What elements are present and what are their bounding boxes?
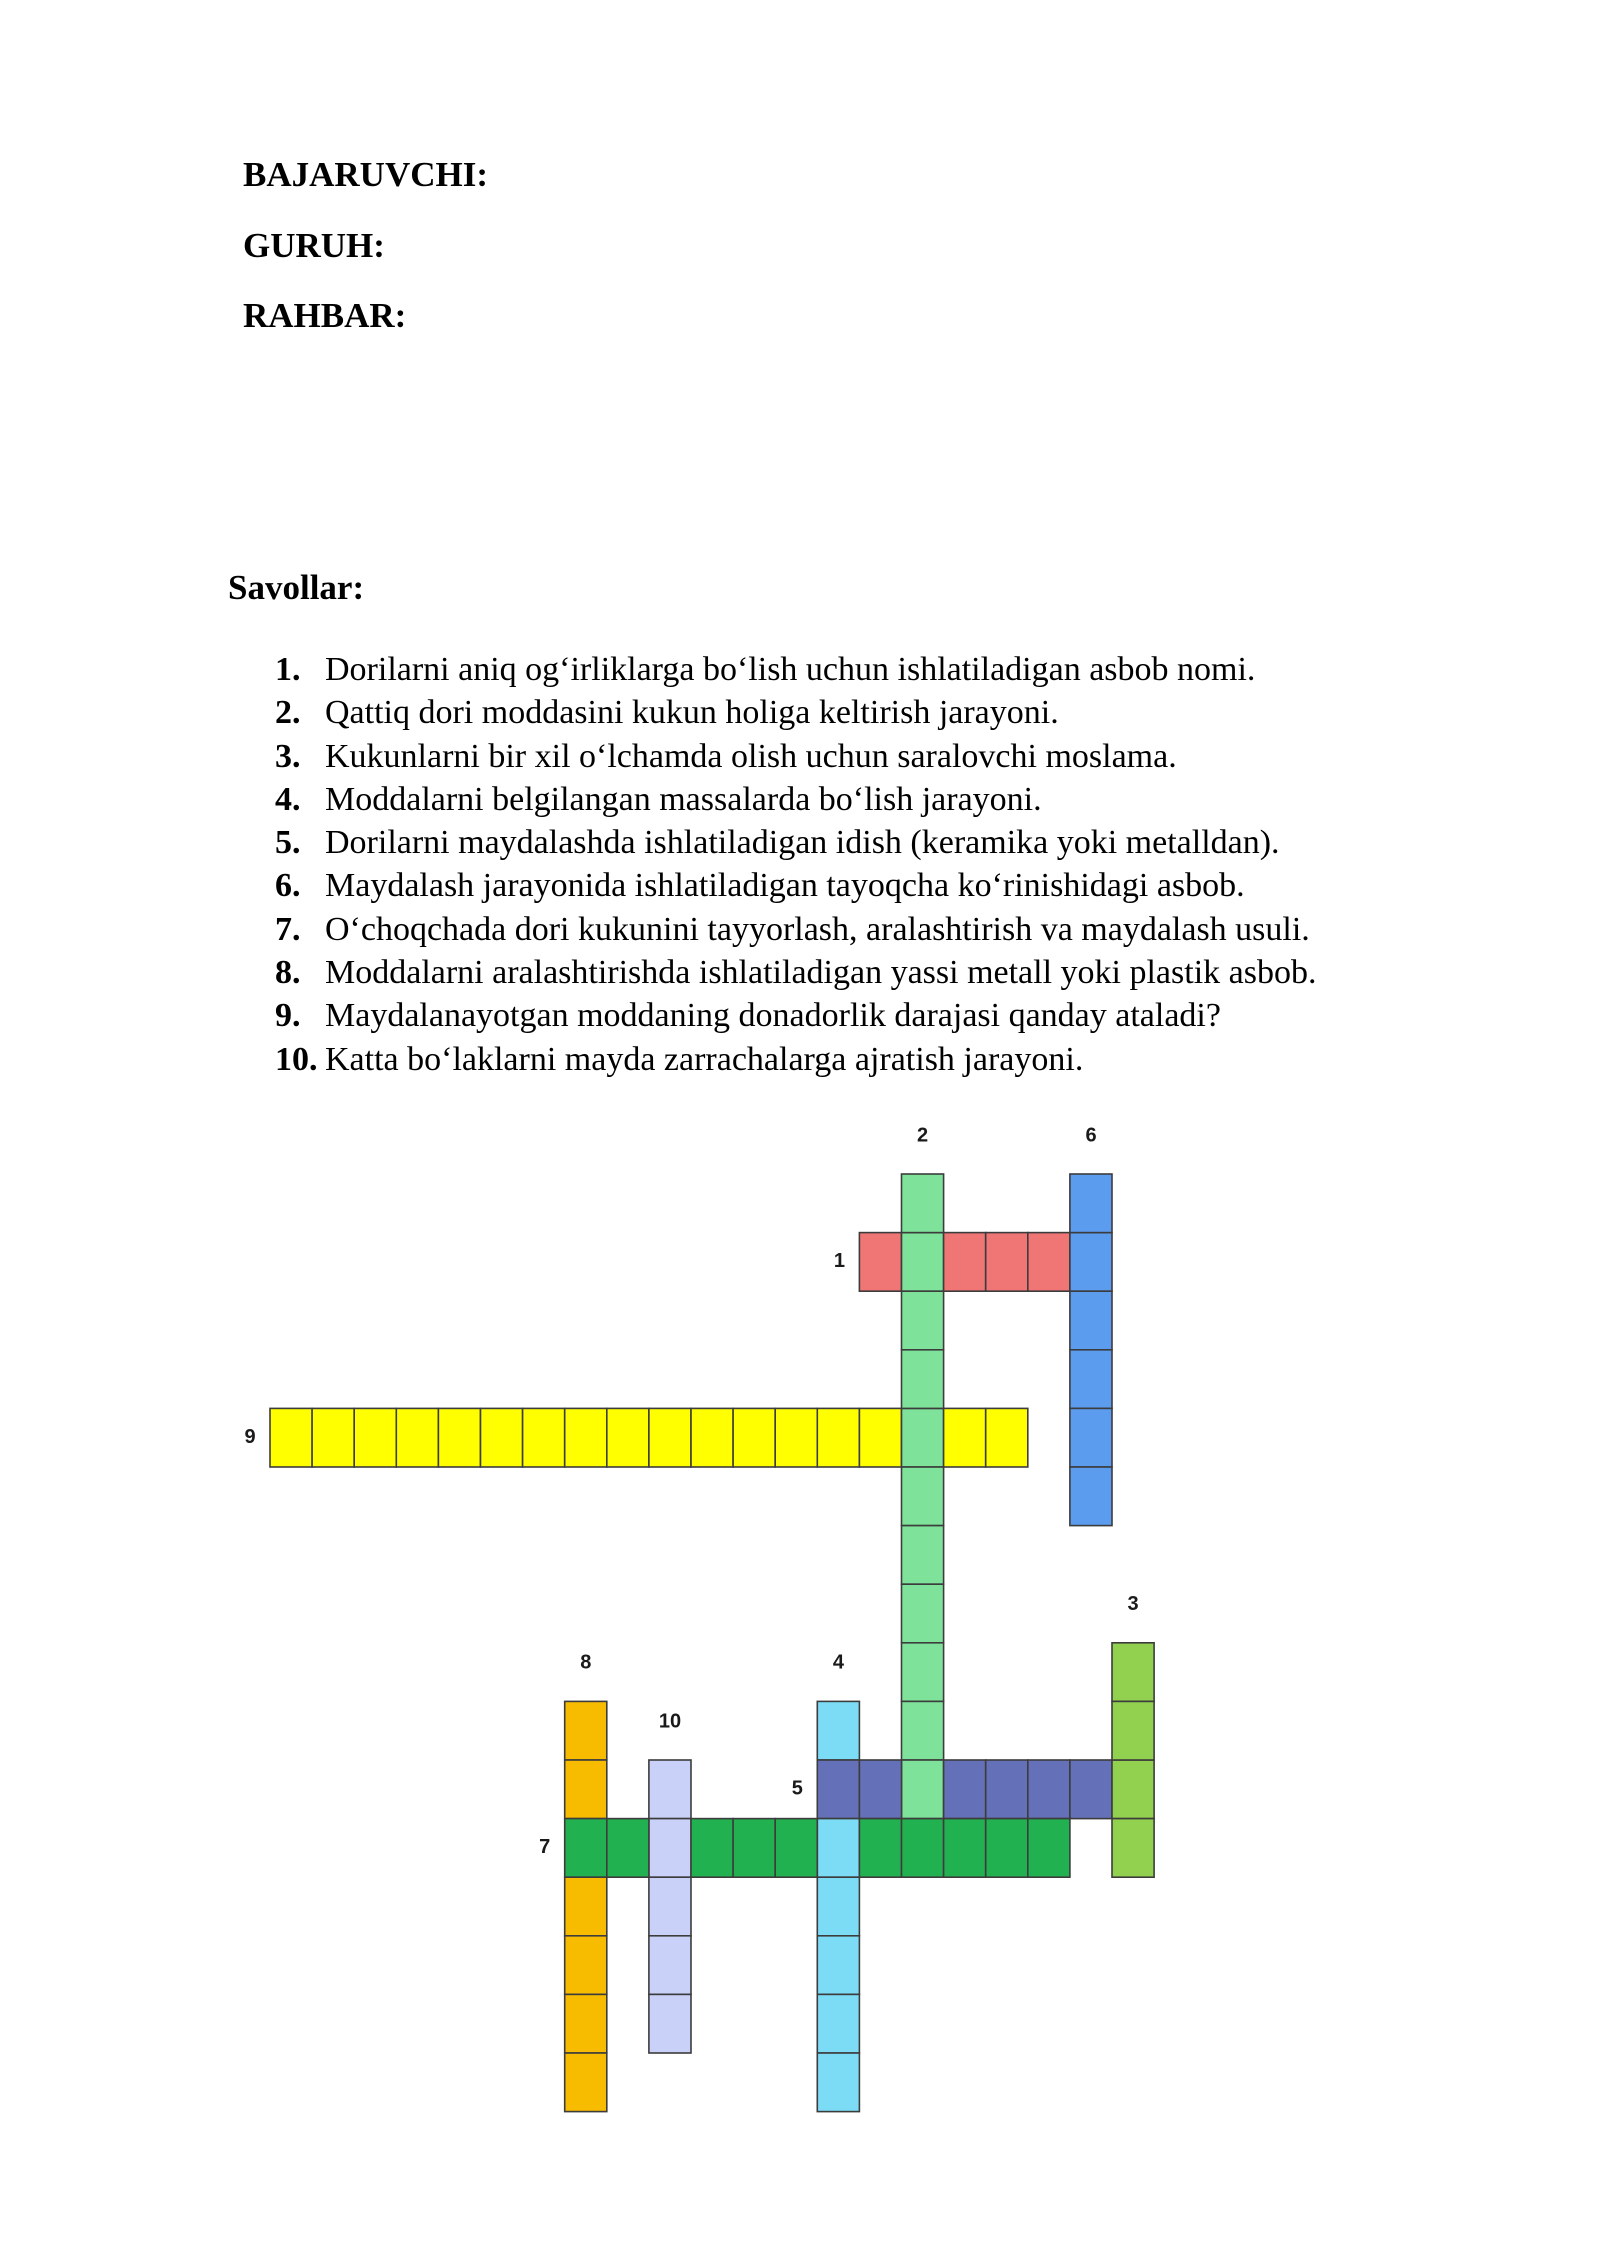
crossword-cell-4[interactable] — [817, 1877, 859, 1936]
crossword-cell-7[interactable] — [986, 1819, 1028, 1878]
crossword-cell-9[interactable] — [775, 1408, 817, 1467]
crossword-cell-7[interactable] — [775, 1819, 817, 1878]
crossword-cell-9[interactable] — [986, 1408, 1028, 1467]
crossword-cell-8[interactable] — [565, 1877, 607, 1936]
crossword-cell-9[interactable] — [396, 1408, 438, 1467]
executor-label: BAJARUVCHI: — [243, 155, 488, 194]
supervisor-label: RAHBAR: — [243, 296, 407, 335]
crossword-cell-9[interactable] — [481, 1408, 523, 1467]
question-text: Maydalanayotgan moddaning donadorlik darajasi qanday ataladi? — [325, 997, 1221, 1035]
crossword-cell-7[interactable] — [1028, 1819, 1070, 1878]
question-number: 4. — [275, 780, 301, 818]
question-number: 1. — [275, 651, 301, 688]
crossword-cell-9[interactable] — [523, 1408, 565, 1467]
crossword-cell-3[interactable] — [1112, 1643, 1154, 1702]
question-number: 6. — [275, 867, 301, 905]
question-number: 5. — [275, 824, 301, 862]
crossword-cell-5[interactable] — [1028, 1760, 1070, 1819]
crossword-cell-1[interactable] — [1028, 1233, 1070, 1292]
crossword-cell-9[interactable] — [691, 1408, 733, 1467]
crossword-cell-10[interactable] — [649, 1877, 691, 1936]
clue-number-9: 9 — [244, 1425, 256, 1448]
crossword-cell-4[interactable] — [817, 1994, 859, 2053]
crossword-cell-10[interactable] — [649, 1760, 691, 1819]
crossword-cell-6[interactable] — [1070, 1291, 1112, 1350]
crossword-cell-9[interactable] — [438, 1408, 480, 1467]
group-label: GURUH: — [243, 226, 385, 265]
crossword-cell-4[interactable] — [817, 1819, 859, 1878]
crossword-cell-5[interactable] — [986, 1760, 1028, 1819]
question-number: 9. — [275, 997, 301, 1035]
crossword-cell-2[interactable] — [902, 1526, 944, 1585]
clue-number-8: 8 — [580, 1651, 592, 1674]
crossword-cell-7[interactable] — [691, 1819, 733, 1878]
question-text: Katta bo‘laklarni mayda zarrachalarga ajratish jarayoni. — [325, 1040, 1084, 1078]
clue-number-6: 6 — [1085, 1124, 1097, 1147]
question-number: 3. — [275, 737, 301, 775]
crossword-cell-2[interactable] — [902, 1350, 944, 1409]
question-text: Moddalarni belgilangan massalarda bo‘lish jarayoni. — [325, 780, 1042, 818]
crossword-cell-4[interactable] — [817, 1701, 859, 1760]
crossword-cell-5[interactable] — [817, 1760, 859, 1819]
crossword-cell-9[interactable] — [607, 1408, 649, 1467]
crossword-cell-7[interactable] — [565, 1819, 607, 1878]
crossword-cell-2[interactable] — [902, 1291, 944, 1350]
clue-number-3: 3 — [1127, 1593, 1139, 1616]
crossword-cell-6[interactable] — [1070, 1467, 1112, 1526]
question-text: Dorilarni aniq og‘irliklarga bo‘lish uchun ishlatiladigan asbob nomi. — [325, 651, 1256, 688]
question-text: Qattiq dori moddasini kukun holiga keltirish jarayoni. — [325, 694, 1059, 732]
crossword-cell-10[interactable] — [649, 1994, 691, 2053]
crossword-cell-5[interactable] — [1070, 1760, 1112, 1819]
crossword-cell-6[interactable] — [1070, 1350, 1112, 1409]
crossword-cell-7[interactable] — [902, 1819, 944, 1878]
crossword-cell-1[interactable] — [859, 1233, 901, 1292]
crossword-cell-8[interactable] — [565, 1994, 607, 2053]
crossword-cell-1[interactable] — [986, 1233, 1028, 1292]
clue-number-2: 2 — [916, 1124, 929, 1147]
question-text: Kukunlarni bir xil o‘lchamda olish uchun saralovchi moslama. — [325, 737, 1177, 775]
crossword-cell-5[interactable] — [859, 1760, 901, 1819]
clue-number-10: 10 — [658, 1710, 682, 1733]
question-text: Maydalash jarayonida ishlatiladigan tayoqcha ko‘rinishidagi asbob. — [325, 867, 1245, 905]
crossword-cell-9[interactable] — [270, 1408, 312, 1467]
question-number: 7. — [275, 910, 301, 948]
question-text: Dorilarni maydalashda ishlatiladigan idish (keramika yoki metalldan). — [325, 824, 1280, 862]
crossword-cell-10[interactable] — [649, 1936, 691, 1995]
crossword-cell-9[interactable] — [649, 1408, 691, 1467]
crossword-cell-1[interactable] — [944, 1233, 986, 1292]
crossword-cell-7[interactable] — [607, 1819, 649, 1878]
crossword-cell-2[interactable] — [902, 1174, 944, 1233]
questions-heading: Savollar: — [228, 568, 365, 607]
clue-number-4: 4 — [832, 1651, 844, 1674]
crossword-cell-6[interactable] — [1070, 1233, 1112, 1292]
crossword-cell-8[interactable] — [565, 1760, 607, 1819]
crossword-cell-2[interactable] — [902, 1233, 944, 1292]
clue-number-1: 1 — [833, 1250, 845, 1273]
question-text: O‘choqchada dori kukunini tayyorlash, aralashtirish va maydalash usuli. — [325, 910, 1310, 948]
crossword-cell-6[interactable] — [1070, 1408, 1112, 1467]
crossword-cell-8[interactable] — [565, 1936, 607, 1995]
question-number: 2. — [275, 694, 301, 732]
crossword-cell-2[interactable] — [902, 1584, 944, 1643]
crossword-cell-2[interactable] — [902, 1643, 944, 1702]
crossword-cell-7[interactable] — [859, 1819, 901, 1878]
crossword-cell-4[interactable] — [817, 2053, 859, 2112]
crossword-cell-3[interactable] — [1112, 1760, 1154, 1819]
crossword-cell-3[interactable] — [1112, 1819, 1154, 1878]
crossword-cell-9[interactable] — [312, 1408, 354, 1467]
crossword-cell-5[interactable] — [944, 1760, 986, 1819]
question-number: 10. — [275, 1040, 318, 1078]
crossword-cell-3[interactable] — [1112, 1701, 1154, 1760]
crossword-cell-2[interactable] — [902, 1760, 944, 1819]
crossword-cell-8[interactable] — [565, 1701, 607, 1760]
clue-number-5: 5 — [791, 1777, 803, 1800]
crossword-cell-2[interactable] — [902, 1701, 944, 1760]
crossword-cell-9[interactable] — [354, 1408, 396, 1467]
crossword-cell-9[interactable] — [944, 1408, 986, 1467]
crossword-cell-2[interactable] — [902, 1408, 944, 1467]
crossword-cell-4[interactable] — [817, 1936, 859, 1995]
crossword-cell-6[interactable] — [1070, 1174, 1112, 1233]
crossword-cell-9[interactable] — [733, 1408, 775, 1467]
crossword-cell-7[interactable] — [944, 1819, 986, 1878]
crossword-cell-7[interactable] — [733, 1819, 775, 1878]
question-text: Moddalarni aralashtirishda ishlatiladigan yassi metall yoki plastik asbob. — [325, 954, 1317, 992]
crossword-cell-9[interactable] — [565, 1408, 607, 1467]
crossword-cell-8[interactable] — [565, 2053, 607, 2112]
crossword-cell-10[interactable] — [649, 1819, 691, 1878]
question-number: 8. — [275, 954, 301, 992]
crossword-cell-9[interactable] — [817, 1408, 859, 1467]
crossword-cell-2[interactable] — [902, 1467, 944, 1526]
clue-number-7: 7 — [539, 1836, 551, 1859]
crossword-cell-9[interactable] — [859, 1408, 901, 1467]
